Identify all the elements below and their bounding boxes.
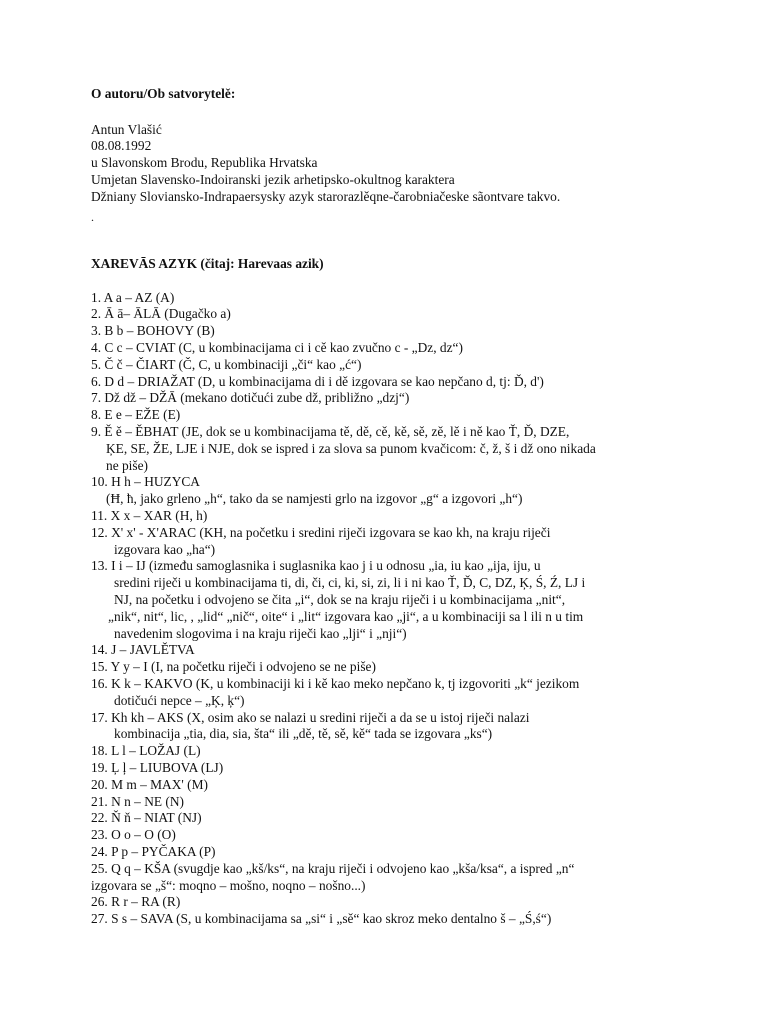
description-line: Umjetan Slavensko-Indoiranski jezik arhetipsko-okultnog karaktera xyxy=(91,172,455,187)
alphabet-entry: 7. Dž dž – DŽĀ (mekano dotičući zube dž, približno „dzj“) xyxy=(91,390,410,405)
alphabet-entry: 5. Č č – ČIART (Č, C, u kombinaciji „či“ kao „ć“) xyxy=(91,357,362,372)
stray-dot: . xyxy=(91,210,94,224)
description-translation: Džniany Sloviansko-Indrapaersysky azyk starorazlěqne-čarobniačeske sãontvare takvo. xyxy=(91,189,561,204)
alphabet-entry: 1. A a – AZ (A) xyxy=(91,290,175,305)
alphabet-entry-continuation: NJ, na početku i odvojeno se čita „i“, dok se na kraju riječi i u kombinacijama „nit“, xyxy=(114,592,566,607)
alphabet-entry: 3. B b – BOHOVY (B) xyxy=(91,323,215,338)
alphabet-entry: 16. K k – KAKVO (K, u kombinaciji ki i kě kao meko nepčano k, tj izgovoriti „k“ jezikom xyxy=(91,676,580,691)
alphabet-entry-continuation: izgovara kao „ha“) xyxy=(114,542,216,557)
alphabet-entry-continuation: ĶE, SE, ŽE, LJE i NJE, dok se ispred i za slova sa punom kvačicom: č, ž, š i dž ono nikada xyxy=(106,441,596,456)
alphabet-entry-continuation: izgovara se „š“: moqno – mošno, noqno – nošno...) xyxy=(91,878,366,893)
alphabet-entry-continuation: navedenim slogovima i na kraju riječi kao „lji“ i „nji“) xyxy=(114,626,407,641)
alphabet-entry: 26. R r – RA (R) xyxy=(91,894,181,909)
alphabet-entry: 23. O o – O (O) xyxy=(91,827,176,842)
alphabet-entry: 18. L l – LOŽAJ (L) xyxy=(91,743,201,758)
alphabet-entry-continuation: sredini riječi u kombinacijama ti, di, či, ci, ki, si, zi, li i ni kao Ť, Ď, C, DZ, Ķ, Ś, Ź, LJ i xyxy=(114,575,586,590)
alphabet-entry: 13. I i – IJ (između samoglasnika i suglasnika kao j i u odnosu „ia, iu kao „ija, iju, u xyxy=(91,558,541,573)
alphabet-entry: 11. X x – XAR (H, h) xyxy=(91,508,208,523)
author-name: Antun Vlašić xyxy=(91,122,162,137)
alphabet-entry: 2. Ā ā– ĀLĀ (Dugačko a) xyxy=(91,306,231,321)
alphabet-entry: 14. J – JAVLĚTVA xyxy=(91,642,195,657)
alphabet-entry: 15. Y y – I (I, na početku riječi i odvojeno se ne piše) xyxy=(91,659,376,674)
alphabet-entry: 8. E e – EŽE (E) xyxy=(91,407,181,422)
alphabet-entry: 9. Ě ě – ĚBHAT (JE, dok se u kombinacijama tě, dě, cě, kě, sě, zě, lě i ně kao Ť, Ď, DZE, xyxy=(91,424,570,439)
alphabet-entry: 10. H h – HUZYCA xyxy=(91,474,200,489)
birth-date: 08.08.1992 xyxy=(91,138,152,153)
alphabet-entry: 27. S s – SAVA (S, u kombinacijama sa „si“ i „sě“ kao skroz meko dentalno š – „Ś,ś“) xyxy=(91,911,552,926)
alphabet-entry: 19. Ļ ļ – LIUBOVA (LJ) xyxy=(91,760,224,775)
section-title: XAREVĀS AZYK (čitaj: Harevaas azik) xyxy=(91,256,324,271)
alphabet-entry: 25. Q q – KŠA (svugdje kao „kš/ks“, na kraju riječi i odvojeno kao „kša/ksa“, a ispred „n“ xyxy=(91,861,575,876)
alphabet-entry-continuation: (Ħ, ħ, jako grleno „h“, tako da se namjesti grlo na izgovor „g“ a izgovori „h“) xyxy=(106,491,523,506)
alphabet-entry-continuation: „nik“, nit“, lic, , „lid“ „nič“, oite“ i „lit“ izgovara kao „ji“, a u kombinaciji sa l ili n u tim xyxy=(108,609,584,624)
alphabet-entry: 4. C c – CVIAT (C, u kombinacijama ci i cě kao zvučno c - „Dz, dz“) xyxy=(91,340,463,355)
alphabet-entry-continuation: ne piše) xyxy=(106,458,149,473)
alphabet-entry: 22. Ň ň – NIAT (NJ) xyxy=(91,810,202,825)
alphabet-entry: 12. X' x' - X'ARAC (KH, na početku i sredini riječi izgovara se kao kh, na kraju riječi xyxy=(91,525,551,540)
birth-place: u Slavonskom Brodu, Republika Hrvatska xyxy=(91,155,318,170)
alphabet-entry: 21. N n – NE (N) xyxy=(91,794,184,809)
about-heading: O autoru/Ob satvorytelě: xyxy=(91,86,236,101)
alphabet-entry: 20. M m – MAX' (M) xyxy=(91,777,208,792)
alphabet-entry: 17. Kh kh – AKS (X, osim ako se nalazi u sredini riječi a da se u istoj riječi nalazi xyxy=(91,710,530,725)
alphabet-entry-continuation: kombinacija „tia, dia, sia, šta“ ili „dě, tě, sě, kě“ tada se izgovara „ks“) xyxy=(114,726,493,741)
alphabet-entry-continuation: dotičući nepce – „Ķ, ķ“) xyxy=(114,693,245,708)
alphabet-entry: 24. P p – PYČAKA (P) xyxy=(91,844,216,859)
alphabet-entry: 6. D d – DRIAŽAT (D, u kombinacijama di i dě izgovara se kao nepčano d, tj: Ď, d') xyxy=(91,374,544,389)
